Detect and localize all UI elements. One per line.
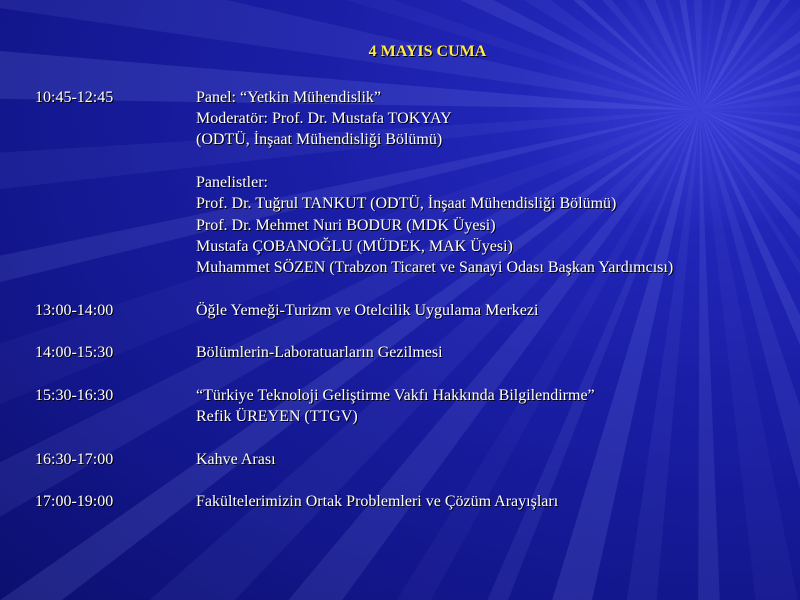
faculty-problems: Fakültelerimizin Ortak Problemleri ve Çözüm Arayışları [196, 493, 559, 510]
panelist-4: Muhammet SÖZEN (Trabzon Ticaret ve Sanayi Odası Başkan Yardımcısı) [196, 259, 674, 276]
time-slot-1: 10:45-12:45 [35, 89, 114, 106]
panelist-2: Prof. Dr. Mehmet Nuri BODUR (MDK Üyesi) [196, 217, 496, 234]
panelists-heading: Panelistler: [196, 174, 268, 191]
time-slot-3: 14:00-15:30 [35, 344, 114, 361]
slide-title: 4 MAYIS CUMA [368, 43, 487, 60]
lunch: Öğle Yemeği-Turizm ve Otelcilik Uygulama Merkezi [196, 302, 539, 319]
panelist-1: Prof. Dr. Tuğrul TANKUT (ODTÜ, İnşaat Mühendisliği Bölümü) [196, 195, 617, 212]
time-slot-5: 16:30-17:00 [35, 451, 114, 468]
ttgv-speaker: Refik ÜREYEN (TTGV) [196, 408, 358, 425]
moderator-affiliation: (ODTÜ, İnşaat Mühendisliği Bölümü) [196, 131, 443, 148]
lab-tour: Bölümlerin-Laboratuarların Gezilmesi [196, 344, 443, 361]
ttgv-talk: “Türkiye Teknoloji Geliştirme Vakfı Hakkında Bilgilendirme” [196, 387, 595, 404]
time-slot-6: 17:00-19:00 [35, 493, 114, 510]
time-slot-2: 13:00-14:00 [35, 302, 114, 319]
panelist-3: Mustafa ÇOBANOĞLU (MÜDEK, MAK Üyesi) [196, 238, 513, 255]
panel-title: Panel: “Yetkin Mühendislik” [196, 89, 382, 106]
coffee-break: Kahve Arası [196, 451, 276, 468]
moderator: Moderatör: Prof. Dr. Mustafa TOKYAY [196, 110, 452, 127]
time-slot-4: 15:30-16:30 [35, 387, 114, 404]
